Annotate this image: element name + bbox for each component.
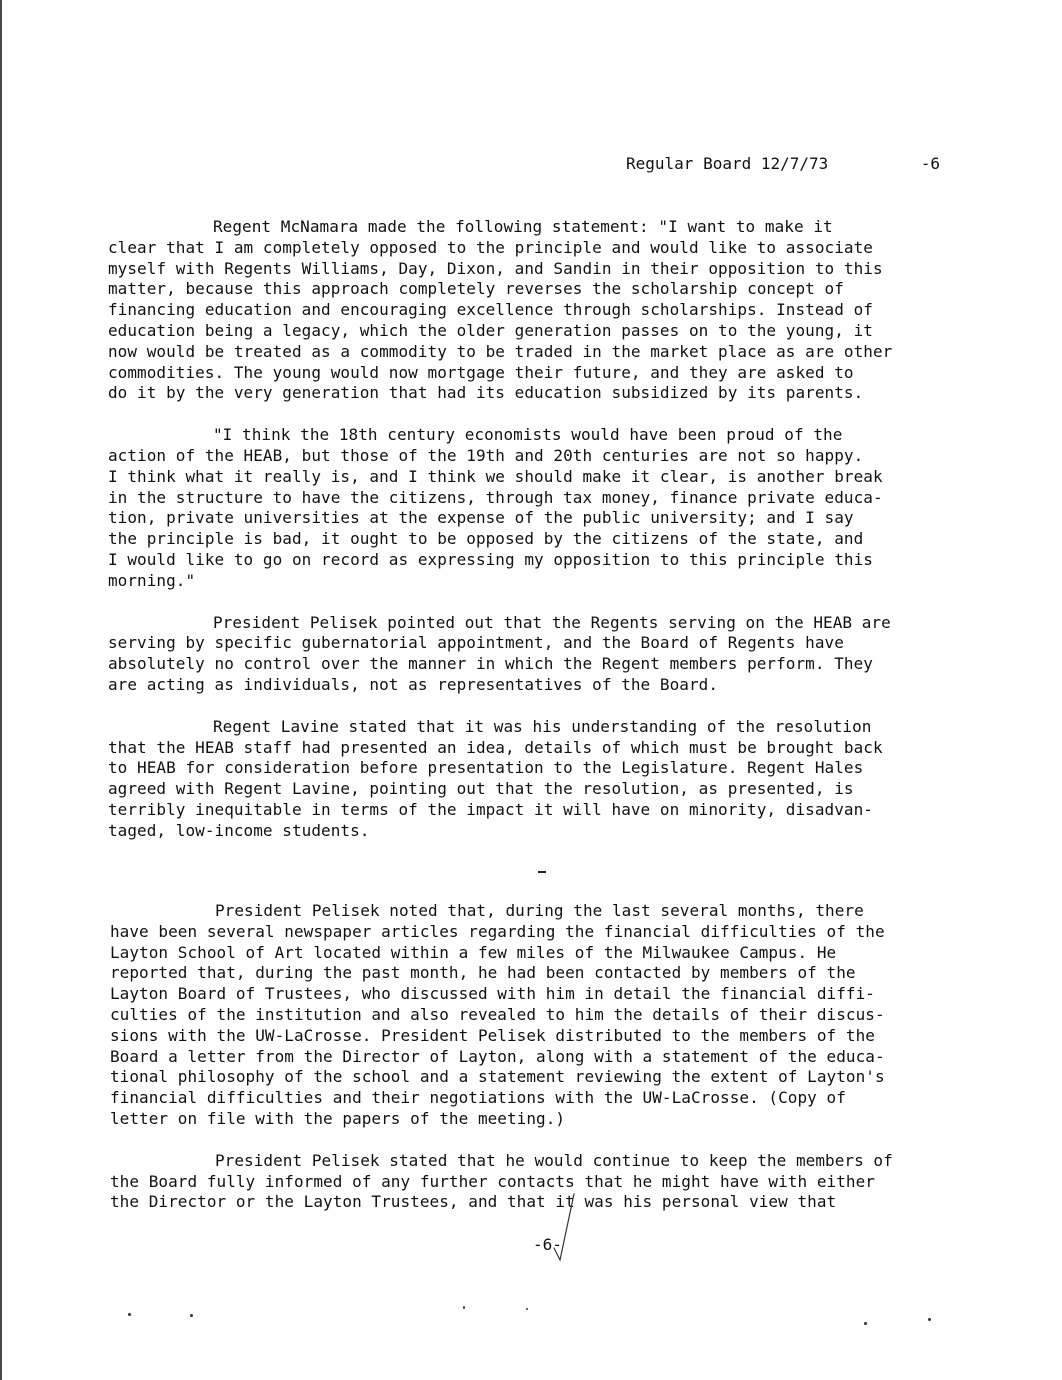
text-line: that the HEAB staff had presented an idea, details of which must be brought back bbox=[108, 737, 883, 757]
text-line: in the structure to have the citizens, through tax money, finance private educa- bbox=[108, 487, 883, 507]
text-line: morning." bbox=[108, 570, 196, 590]
section-break-dash bbox=[538, 871, 546, 873]
text-line: financial difficulties and their negotiations with the UW-LaCrosse. (Copy of bbox=[110, 1088, 846, 1108]
text-line: sions with the UW-LaCrosse. President Pelisek distributed to the members of the bbox=[110, 1025, 875, 1045]
text-line: Board a letter from the Director of Layton, along with a statement of the educa- bbox=[110, 1046, 885, 1066]
text-line: I think what it really is, and I think we should make it clear, is another break bbox=[108, 466, 883, 486]
text-line: letter on file with the papers of the meeting.) bbox=[110, 1108, 566, 1128]
text-line: tional philosophy of the school and a statement reviewing the extent of Layton's bbox=[110, 1067, 885, 1087]
scan-speck bbox=[864, 1322, 867, 1325]
text-line: Regent McNamara made the following statement: "I want to make it bbox=[213, 217, 833, 236]
text-line: action of the HEAB, but those of the 19th and 20th centuries are not so happy. bbox=[108, 445, 864, 465]
body-section-2 bbox=[110, 901, 950, 1234]
text-line: reported that, during the past month, he had been contacted by members of the bbox=[110, 963, 856, 983]
text-line: education being a legacy, which the older generation passes on to the young, it bbox=[108, 320, 873, 340]
body-section-1 bbox=[108, 217, 948, 863]
text-line: Layton Board of Trustees, who discussed with him in detail the financial diffi- bbox=[110, 984, 875, 1004]
text-line: tion, private universities at the expense of the public university; and I say bbox=[108, 508, 854, 528]
text-line: President Pelisek stated that he would continue to keep the members of bbox=[215, 1150, 893, 1170]
text-line: commodities. The young would now mortgage their future, and they are asked to bbox=[108, 362, 854, 382]
paragraph-mcnamara-statement bbox=[108, 217, 948, 404]
text-line: Regent Lavine stated that it was his understanding of the resolution bbox=[213, 716, 872, 736]
paragraph-layton-school bbox=[110, 901, 950, 1130]
text-line: are acting as individuals, not as representatives of the Board. bbox=[108, 674, 719, 694]
text-line: President Pelisek pointed out that the Regents serving on the HEAB are bbox=[213, 612, 891, 632]
text-line: the Director or the Layton Trustees, and that it was his personal view that bbox=[110, 1192, 837, 1212]
text-line: taged, low-income students. bbox=[108, 820, 370, 840]
text-line: clear that I am completely opposed to the principle and would like to associate bbox=[108, 237, 873, 257]
text-line: President Pelisek noted that, during the last several months, there bbox=[215, 901, 864, 920]
text-line: financing education and encouraging excellence through scholarships. Instead of bbox=[108, 300, 873, 320]
paragraph-pelisek-continue bbox=[110, 1151, 950, 1213]
paragraph-economists-quote bbox=[108, 425, 948, 591]
running-header bbox=[626, 154, 940, 174]
text-line: absolutely no control over the manner in which the Regent members perform. They bbox=[108, 654, 873, 674]
scan-speck bbox=[526, 1308, 528, 1310]
paragraph-lavine-resolution bbox=[108, 717, 948, 842]
scan-speck bbox=[928, 1318, 931, 1321]
paragraph-pelisek-heab bbox=[108, 613, 948, 696]
text-line: the Board fully informed of any further contacts that he might have with either bbox=[110, 1171, 875, 1191]
text-line: agreed with Regent Lavine, pointing out that the resolution, as presented, is bbox=[108, 779, 854, 799]
text-line: terribly inequitable in terms of the impact it will have on minority, disadvan- bbox=[108, 799, 873, 819]
page-edge-shadow bbox=[0, 0, 2, 1380]
text-line: myself with Regents Williams, Day, Dixon, and Sandin in their opposition to this bbox=[108, 258, 883, 278]
text-line: culties of the institution and also revealed to him the details of their discus- bbox=[110, 1004, 885, 1024]
text-line: "I think the 18th century economists would have been proud of the bbox=[213, 425, 843, 445]
scan-speck bbox=[190, 1314, 193, 1317]
footer-page-number: -6- bbox=[533, 1235, 562, 1254]
text-line: have been several newspaper articles regarding the financial difficulties of the bbox=[110, 921, 885, 941]
text-line: matter, because this approach completely reverses the scholarship concept of bbox=[108, 279, 844, 299]
text-line: serving by specific gubernatorial appointment, and the Board of Regents have bbox=[108, 633, 844, 653]
header-title: Regular Board 12/7/73 bbox=[626, 154, 829, 173]
text-line: I would like to go on record as expressing my opposition to this principle this bbox=[108, 549, 873, 569]
text-line: the principle is bad, it ought to be opposed by the citizens of the state, and bbox=[108, 529, 864, 549]
header-page-number: -6 bbox=[920, 154, 940, 173]
text-line: Layton School of Art located within a few miles of the Milwaukee Campus. He bbox=[110, 942, 837, 962]
scan-speck bbox=[463, 1306, 465, 1309]
scan-speck bbox=[128, 1313, 131, 1316]
text-line: now would be treated as a commodity to be traded in the market place as are other bbox=[108, 341, 893, 361]
text-line: do it by the very generation that had its education subsidized by its parents. bbox=[108, 383, 864, 403]
text-line: to HEAB for consideration before presentation to the Legislature. Regent Hales bbox=[108, 758, 864, 778]
